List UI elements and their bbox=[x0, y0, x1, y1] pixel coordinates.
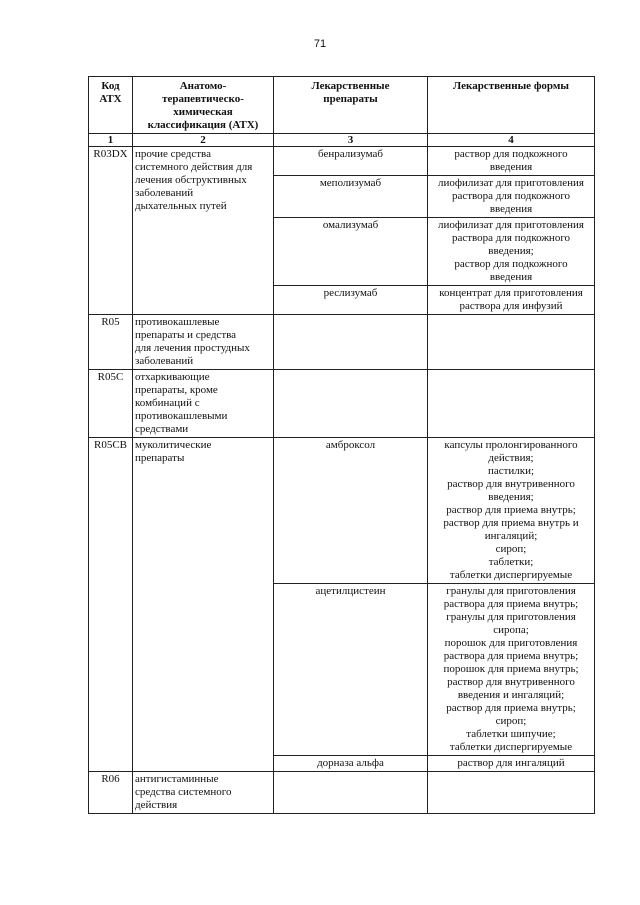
group-line: препараты и средства bbox=[135, 329, 237, 341]
group-line: заболеваний bbox=[135, 355, 194, 367]
drug-forms-cell bbox=[428, 584, 595, 756]
group-line: противокашлевыми bbox=[135, 410, 228, 422]
form-line: введения; bbox=[488, 491, 534, 503]
drug-forms-cell bbox=[428, 370, 595, 438]
form-line: раствора для приема внутрь; bbox=[443, 650, 579, 662]
drug-forms-cell bbox=[428, 147, 595, 176]
form-line: раствора для подкожного bbox=[451, 232, 571, 244]
drug-name-cell bbox=[274, 772, 428, 814]
form-line: сироп; bbox=[495, 715, 527, 727]
drug-name-cell: реслизумаб bbox=[274, 286, 428, 315]
form-line: введения bbox=[489, 271, 533, 283]
drug-name-cell bbox=[274, 315, 428, 370]
form-line: лиофилизат для приготовления bbox=[438, 219, 584, 231]
drug-name-cell: омализумаб bbox=[274, 218, 428, 286]
drug-forms-cell bbox=[428, 218, 595, 286]
header-classification: Анатомо- терапевтическо- химическая классификация (АТХ) bbox=[133, 77, 274, 134]
group-line: средствами bbox=[135, 423, 189, 435]
form-line: раствор для внутривенного bbox=[447, 676, 575, 688]
drug-forms-cell bbox=[428, 286, 595, 315]
page-number: 71 bbox=[313, 38, 327, 50]
form-line: сиропа; bbox=[493, 624, 529, 636]
table-row bbox=[89, 147, 595, 176]
form-line: введения bbox=[489, 203, 533, 215]
atx-group-cell bbox=[133, 438, 274, 772]
form-line: раствор для ингаляций bbox=[457, 757, 565, 769]
group-line: системного действия для bbox=[135, 161, 253, 173]
header-row bbox=[89, 77, 595, 134]
atx-code-cell: R05 bbox=[89, 315, 133, 370]
form-line: лиофилизат для приготовления bbox=[438, 177, 584, 189]
table-row bbox=[89, 370, 595, 438]
form-line: введения; bbox=[488, 245, 534, 257]
atx-code-cell: R06 bbox=[89, 772, 133, 814]
drug-forms-cell bbox=[428, 756, 595, 772]
header-drugs: Лекарственные препараты bbox=[274, 77, 428, 134]
drug-forms-cell bbox=[428, 176, 595, 218]
group-line: лечения обструктивных bbox=[135, 174, 247, 186]
drug-name-cell: бенрализумаб bbox=[274, 147, 428, 176]
atx-code-cell: R03DX bbox=[89, 147, 133, 315]
form-line: ингаляций; bbox=[484, 530, 538, 542]
column-number-row bbox=[89, 134, 595, 147]
form-line: порошок для приема внутрь; bbox=[443, 663, 579, 675]
form-line: раствора для инфузий bbox=[459, 300, 563, 312]
form-line: введения и ингаляций; bbox=[457, 689, 565, 701]
form-line: раствор для подкожного bbox=[454, 148, 568, 160]
drug-name-cell: дорназа альфа bbox=[274, 756, 428, 772]
group-line: прочие средства bbox=[135, 148, 211, 160]
atx-table bbox=[88, 76, 595, 814]
form-line: раствора для приема внутрь; bbox=[443, 598, 579, 610]
form-line: таблетки диспергируемые bbox=[449, 741, 573, 753]
column-number: 1 bbox=[89, 134, 133, 147]
table-row bbox=[89, 315, 595, 370]
drug-name-cell bbox=[274, 370, 428, 438]
form-line: концентрат для приготовления bbox=[439, 287, 583, 299]
group-line: препараты bbox=[135, 452, 185, 464]
drug-name-cell: меполизумаб bbox=[274, 176, 428, 218]
table-row bbox=[89, 438, 595, 584]
form-line: пастилки; bbox=[487, 465, 535, 477]
form-line: сироп; bbox=[495, 543, 527, 555]
form-line: раствора для подкожного bbox=[451, 190, 571, 202]
group-line: действия bbox=[135, 799, 178, 811]
form-line: капсулы пролонгированного bbox=[444, 439, 578, 451]
form-line: раствор для внутривенного bbox=[447, 478, 575, 490]
group-line: дыхательных путей bbox=[135, 200, 227, 212]
drug-forms-cell bbox=[428, 315, 595, 370]
atx-code-cell: R05CB bbox=[89, 438, 133, 772]
group-line: антигистаминные bbox=[135, 773, 219, 785]
atx-group-cell bbox=[133, 147, 274, 315]
form-line: таблетки диспергируемые bbox=[449, 569, 573, 581]
group-line: средства системного bbox=[135, 786, 232, 798]
form-line: таблетки шипучие; bbox=[466, 728, 556, 740]
form-line: гранулы для приготовления bbox=[446, 611, 576, 623]
form-line: раствор для приема внутрь и bbox=[443, 517, 579, 529]
header-forms: Лекарственные формы bbox=[428, 77, 595, 134]
form-line: действия; bbox=[488, 452, 534, 464]
drug-forms-cell bbox=[428, 772, 595, 814]
form-line: введения bbox=[489, 161, 533, 173]
table-row bbox=[89, 772, 595, 814]
form-line: гранулы для приготовления bbox=[446, 585, 576, 597]
atx-code-cell: R05C bbox=[89, 370, 133, 438]
header-code: Код АТХ bbox=[89, 77, 133, 134]
atx-group-cell bbox=[133, 315, 274, 370]
column-number: 3 bbox=[274, 134, 428, 147]
form-line: раствор для подкожного bbox=[454, 258, 568, 270]
atx-group-cell bbox=[133, 370, 274, 438]
group-line: комбинаций с bbox=[135, 397, 200, 409]
group-line: противокашлевые bbox=[135, 316, 220, 328]
form-line: таблетки; bbox=[488, 556, 534, 568]
form-line: порошок для приготовления bbox=[444, 637, 578, 649]
group-line: препараты, кроме bbox=[135, 384, 218, 396]
form-line: раствор для приема внутрь; bbox=[446, 504, 576, 516]
drug-name-cell: ацетилцистеин bbox=[274, 584, 428, 756]
column-number: 2 bbox=[133, 134, 274, 147]
column-number: 4 bbox=[428, 134, 595, 147]
group-line: муколитические bbox=[135, 439, 212, 451]
drug-name-cell: амброксол bbox=[274, 438, 428, 584]
drug-forms-cell bbox=[428, 438, 595, 584]
group-line: отхаркивающие bbox=[135, 371, 210, 383]
atx-group-cell bbox=[133, 772, 274, 814]
group-line: для лечения простудных bbox=[135, 342, 250, 354]
group-line: заболеваний bbox=[135, 187, 194, 199]
form-line: раствор для приема внутрь; bbox=[446, 702, 576, 714]
